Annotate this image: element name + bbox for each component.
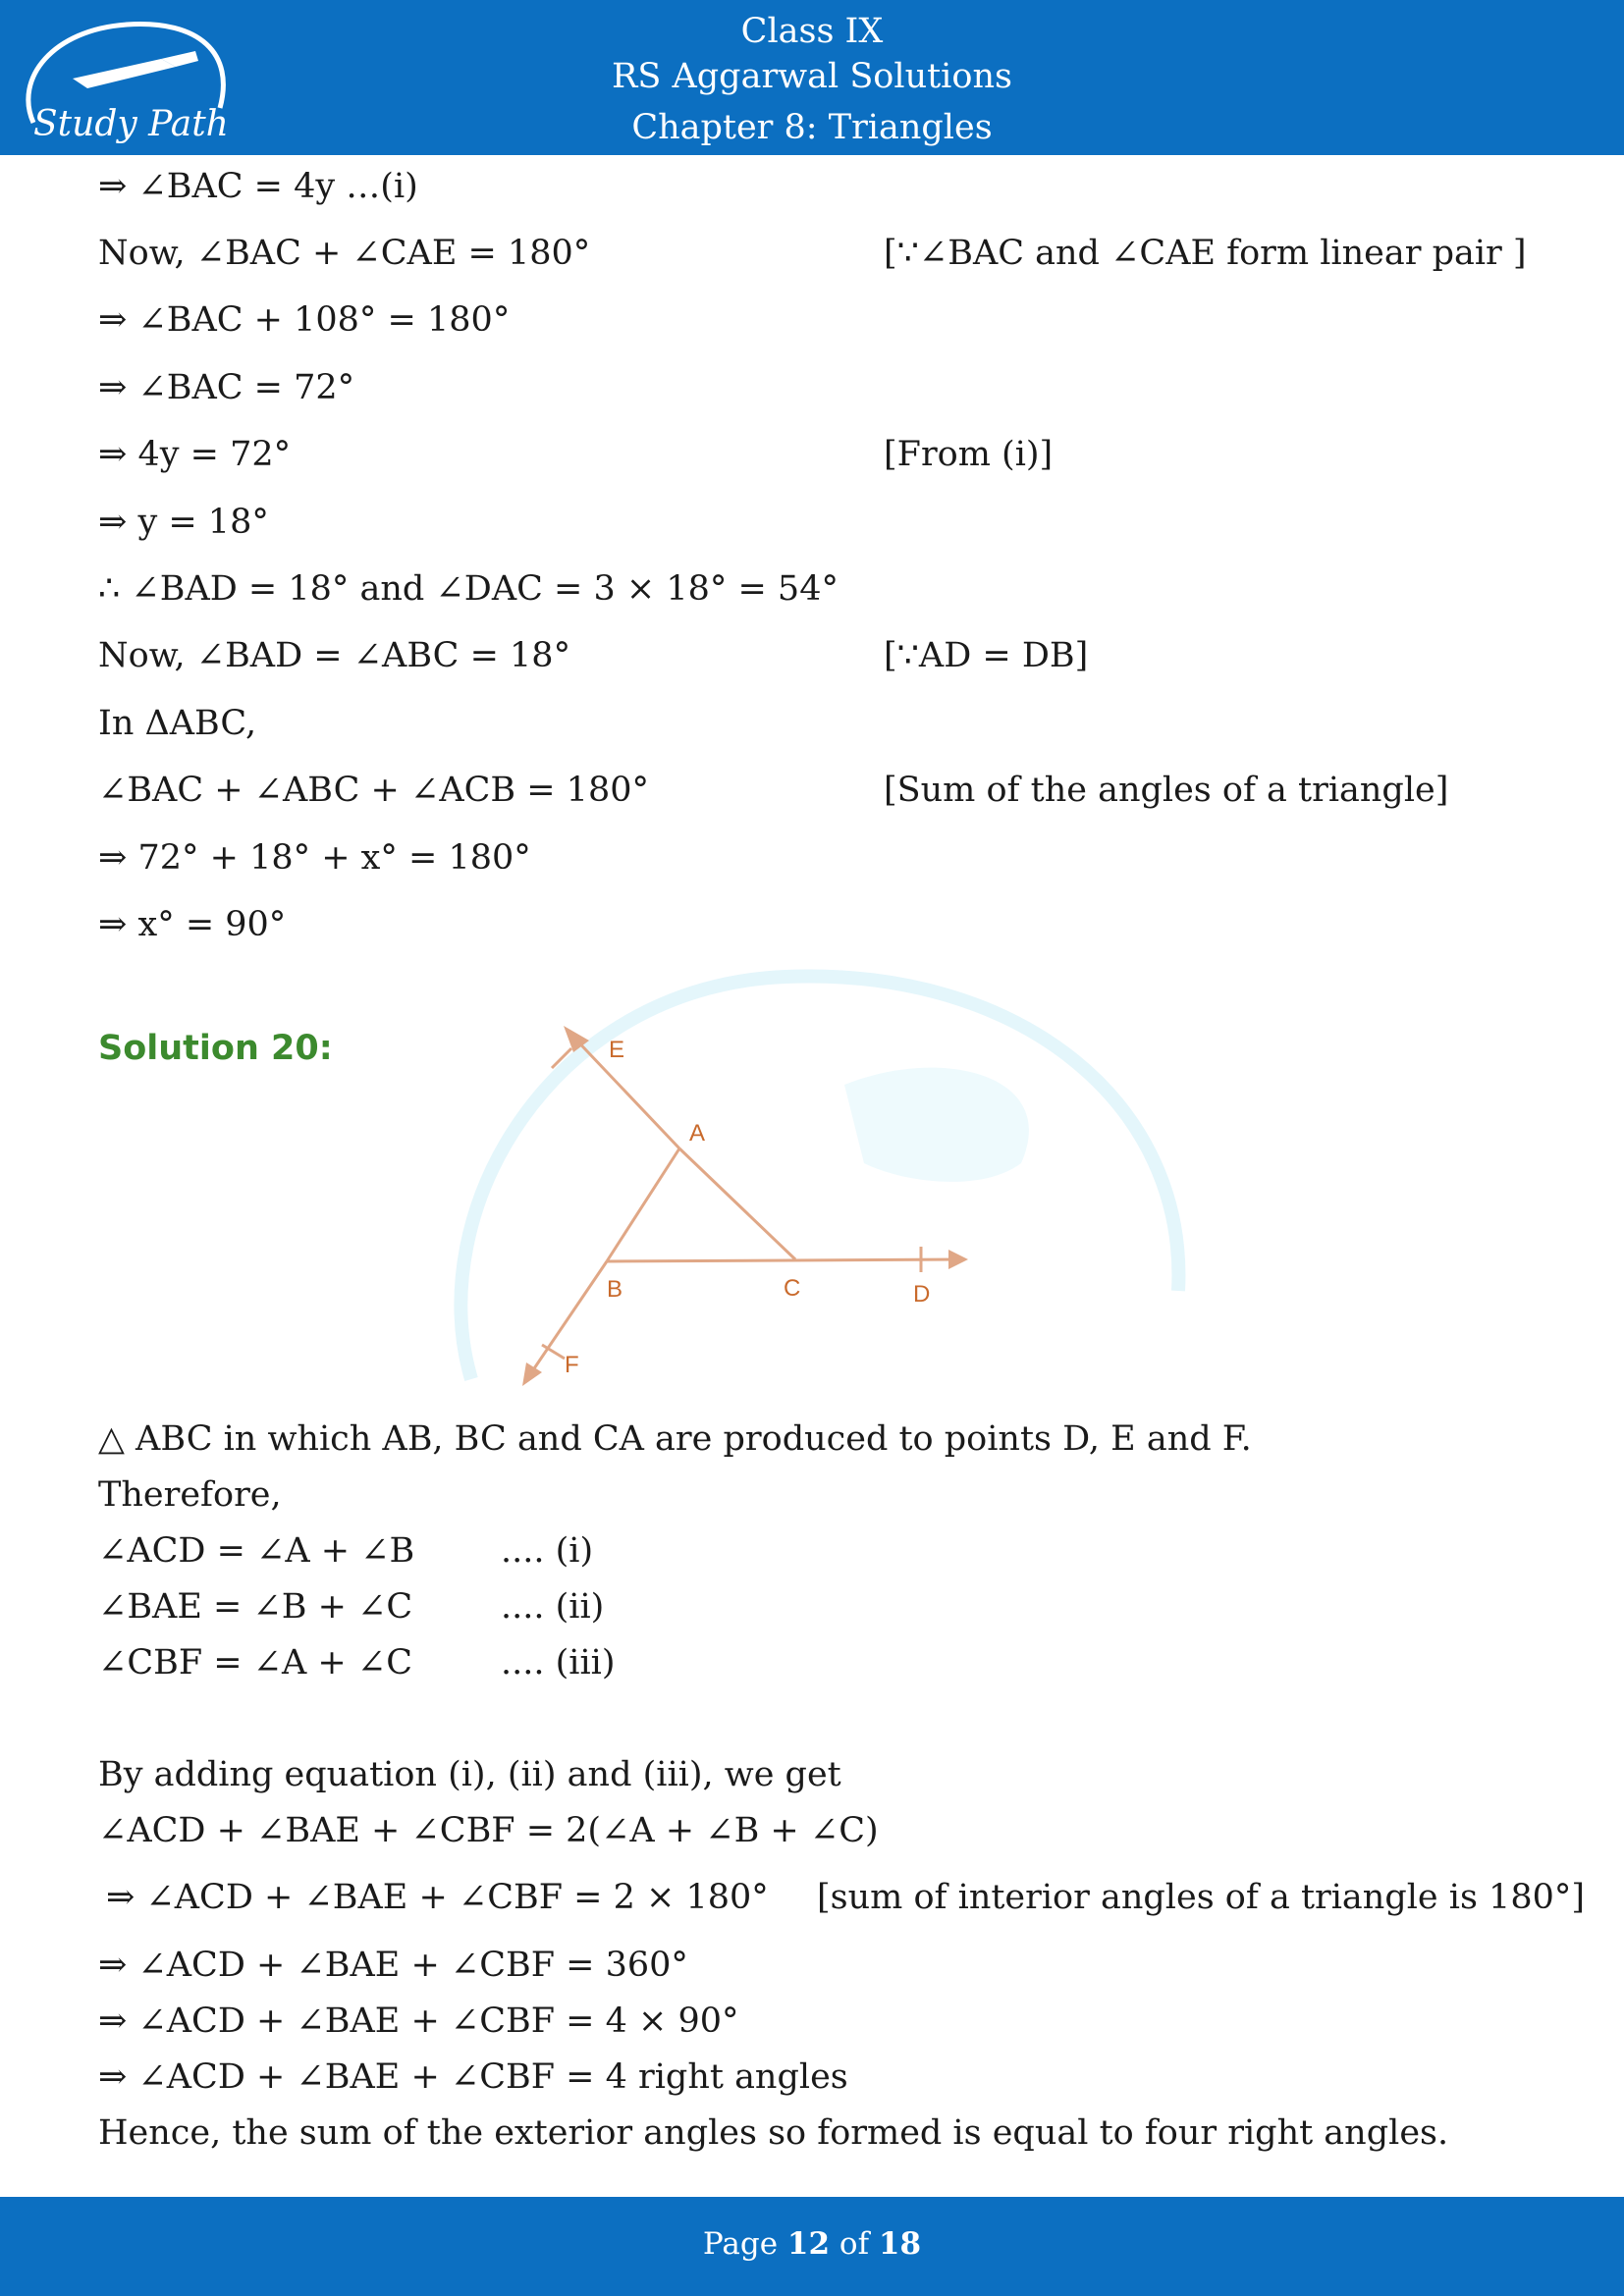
eq-line-4: ⇒ ∠BAC = 72°	[98, 368, 355, 407]
triangle-figure	[432, 982, 1001, 1414]
line-a-to-b	[607, 1148, 679, 1261]
step-4: ⇒ ∠ACD + ∠BAE + ∠CBF = 4 × 90°	[98, 2002, 739, 2041]
eq-line-12: ⇒ x° = 90°	[98, 905, 287, 944]
label-c: C	[784, 1275, 801, 1302]
eq-line-10-reason: [Sum of the angles of a triangle]	[884, 771, 1449, 810]
eq-line-2: Now, ∠BAC + ∠CAE = 180°	[98, 234, 591, 273]
header-book: RS Aggarwal Solutions	[612, 57, 1012, 96]
step-5: ⇒ ∠ACD + ∠BAE + ∠CBF = 4 right angles	[98, 2057, 848, 2097]
page-header	[0, 0, 1624, 155]
label-d: D	[913, 1281, 931, 1308]
page-footer	[0, 2197, 1624, 2296]
label-a: A	[689, 1120, 706, 1147]
equation-1-tag: .... (i)	[501, 1531, 594, 1571]
line-b-to-d	[607, 1259, 960, 1261]
equation-1: ∠ACD = ∠A + ∠B	[98, 1531, 415, 1571]
eq-line-5-reason: [From (i)]	[884, 435, 1054, 474]
header-class: Class IX	[740, 12, 884, 51]
logo-text: Study Path	[33, 104, 229, 144]
eq-line-9: In ΔABC,	[98, 704, 257, 743]
eq-line-11: ⇒ 72° + 18° + x° = 180°	[98, 838, 531, 878]
therefore-text: Therefore,	[98, 1475, 282, 1515]
page-number: 12	[786, 2226, 831, 2262]
header-chapter: Chapter 8: Triangles	[631, 108, 993, 147]
eq-line-1: ⇒ ∠BAC = 4y …(i)	[98, 167, 418, 206]
arrow-f	[522, 1362, 542, 1386]
eq-line-7: ∴ ∠BAD = 18° and ∠DAC = 3 × 18° = 54°	[98, 569, 839, 609]
eq-line-8: Now, ∠BAD = ∠ABC = 18°	[98, 636, 571, 675]
eq-line-8-reason: [∵AD = DB]	[884, 636, 1089, 675]
label-b: B	[607, 1276, 623, 1303]
equation-3-tag: .... (iii)	[501, 1643, 616, 1682]
of-word: of	[839, 2226, 870, 2262]
page-total: 18	[878, 2226, 922, 2262]
tick-e	[552, 1048, 571, 1068]
eq-line-6: ⇒ y = 18°	[98, 503, 269, 542]
step-2: ⇒ ∠ACD + ∠BAE + ∠CBF = 2 × 180°	[106, 1878, 769, 1917]
step-2-reason: [sum of interior angles of a triangle is 180°]	[817, 1878, 1586, 1917]
adding-text: By adding equation (i), (ii) and (iii), we get	[98, 1755, 841, 1794]
equation-3: ∠CBF = ∠A + ∠C	[98, 1643, 412, 1682]
step-1: ∠ACD + ∠BAE + ∠CBF = 2(∠A + ∠B + ∠C)	[98, 1811, 879, 1850]
equation-2: ∠BAE = ∠B + ∠C	[98, 1587, 413, 1627]
eq-line-3: ⇒ ∠BAC + 108° = 180°	[98, 300, 511, 340]
eq-line-2-reason: [∵∠BAC and ∠CAE form linear pair ]	[884, 234, 1527, 273]
step-3: ⇒ ∠ACD + ∠BAE + ∠CBF = 360°	[98, 1946, 688, 1985]
label-e: E	[609, 1037, 625, 1063]
page-word: Page	[702, 2226, 779, 2262]
arrow-d	[948, 1250, 968, 1269]
solution-20-heading: Solution 20:	[98, 1029, 333, 1068]
intro-text: △ ABC in which AB, BC and CA are produced to points D, E and F.	[98, 1419, 1252, 1459]
conclusion: Hence, the sum of the exterior angles so formed is equal to four right angles.	[98, 2113, 1449, 2153]
label-f: F	[565, 1352, 579, 1378]
eq-line-5: ⇒ 4y = 72°	[98, 435, 292, 474]
eq-line-10: ∠BAC + ∠ABC + ∠ACB = 180°	[98, 771, 649, 810]
page-indicator	[0, 2226, 1624, 2262]
line-a-to-c	[679, 1148, 795, 1259]
equation-2-tag: .... (ii)	[501, 1587, 605, 1627]
